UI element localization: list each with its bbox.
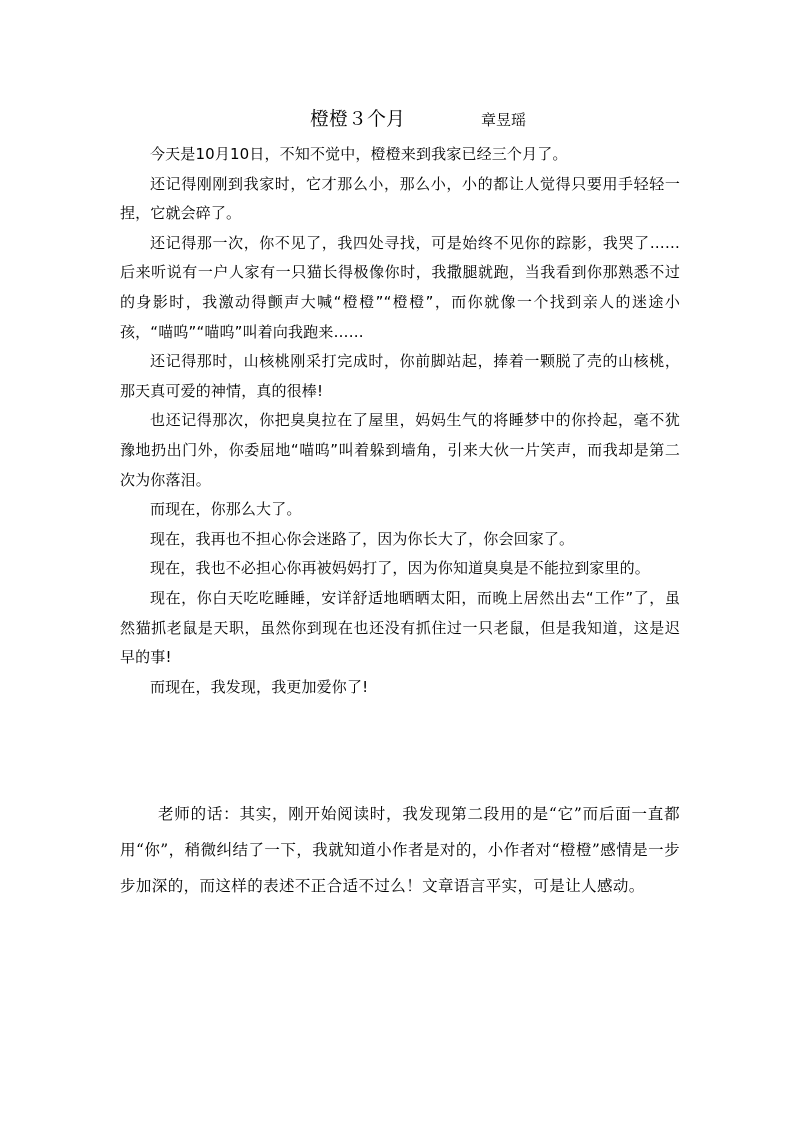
teacher-comment-block: [120, 796, 680, 904]
paragraph: 而现在，你那么大了。: [150, 500, 302, 519]
paragraph: 今天是10月10日，不知不觉中，橙橙来到我家已经三个月了。: [150, 145, 568, 163]
paragraph: 还记得那时，山核桃刚采打完成时，你前脚站起，捧着一颗脱了壳的山核桃，那天真可爱的神情，真的很棒!: [120, 352, 680, 400]
author-name: 章昱瑶: [481, 111, 527, 129]
paragraph: 现在，我再也不担心你会迷路了，因为你长大了，你会回家了。: [150, 529, 575, 548]
paragraph: 还记得那一次，你不见了，我四处寻找，可是始终不见你的踪影，我哭了……后来听说有一户人家有一只猫长得极像你时，我撒腿就跑，当我看到你那熟悉不过的身影时，我激动得颤声大喊“橙橙”“橙橙”，而你就像一个找到亲人的迷途小孩，“喵呜”“喵呜”叫着向我跑来……: [120, 233, 680, 341]
essay-title: 橙橙３个月: [310, 108, 406, 130]
teacher-comment: 老师的话：其实，刚开始阅读时，我发现第二段用的是“它”而后面一直都用“你”，稍微纠结了一下，我就知道小作者是对的，小作者对“橙橙”感情是一步步加深的，而这样的表述不正合适不过么！文章语言平实，可是让人感动。: [120, 805, 680, 895]
title-line: [0, 106, 794, 132]
paragraph: 也还记得那次，你把臭臭拉在了屋里，妈妈生气的将睡梦中的你拎起，毫不犹豫地扔出门外，你委屈地“喵呜”叫着躲到墙角，引来大伙一片笑声，而我却是第二次为你落泪。: [120, 411, 680, 489]
paragraph: 现在，我也不必担心你再被妈妈打了，因为你知道臭臭是不能拉到家里的。: [150, 559, 650, 578]
paragraph: 而现在，我发现，我更加爱你了!: [150, 677, 369, 696]
essay-body: [120, 140, 680, 702]
paragraph: 还记得刚刚到我家时，它才那么小，那么小，小的都让人觉得只要用手轻轻一捏，它就会碎了。: [120, 174, 680, 223]
paragraph: 现在，你白天吃吃睡睡，安详舒适地晒晒太阳，而晚上居然出去“工作”了，虽然猫抓老鼠是天职，虽然你到现在也还没有抓住过一只老鼠，但是我知道，这是迟早的事!: [120, 588, 680, 667]
